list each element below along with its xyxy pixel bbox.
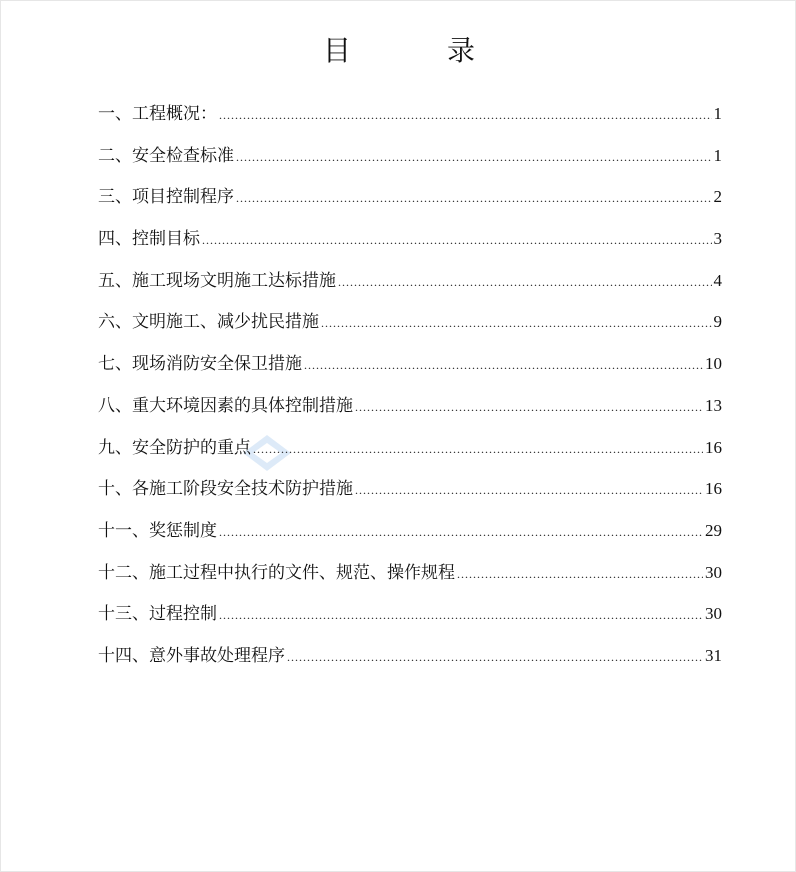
- toc-leader-dots: [355, 400, 703, 415]
- toc-entry-label: 九、安全防护的重点: [98, 437, 251, 458]
- toc-entry-label: 一、工程概况：: [98, 104, 217, 124]
- toc-leader-dots: [219, 608, 703, 623]
- toc-entry-page: 9: [713, 312, 722, 332]
- toc-leader-dots: [219, 525, 703, 540]
- toc-entry[interactable]: [98, 224, 722, 266]
- toc-leader-dots: [321, 316, 712, 331]
- toc-entry-label: 七、现场消防安全保卫措施: [98, 354, 302, 375]
- page-title: [1, 29, 796, 69]
- toc-entry[interactable]: [98, 558, 722, 600]
- toc-entry-page: 29: [705, 520, 722, 540]
- toc-entry[interactable]: [98, 433, 722, 475]
- toc-entry-page: 1: [713, 104, 722, 123]
- toc-leader-dots: [236, 191, 712, 206]
- toc-leader-dots: [253, 442, 703, 457]
- toc-leader-dots: [219, 108, 712, 123]
- toc-entry-label: 十二、施工过程中执行的文件、规范、操作规程: [98, 562, 455, 583]
- toc-leader-dots: [338, 275, 712, 290]
- toc-entry-page: 30: [705, 562, 722, 582]
- toc-entry-page: 2: [713, 187, 722, 207]
- toc-entry-label: 五、施工现场文明施工达标措施: [98, 270, 336, 291]
- toc-entry[interactable]: [98, 141, 722, 183]
- toc-entry-page: 3: [713, 229, 722, 249]
- toc-entry[interactable]: [98, 641, 722, 683]
- toc-leader-dots: [457, 567, 703, 582]
- toc-leader-dots: [202, 233, 712, 248]
- toc-entry[interactable]: [98, 266, 722, 308]
- table-of-contents: [98, 99, 722, 683]
- toc-entry-label: 十四、意外事故处理程序: [98, 645, 285, 666]
- toc-entry-page: 1: [713, 145, 722, 165]
- title-char-2: 录: [447, 34, 476, 67]
- toc-entry[interactable]: [98, 516, 722, 558]
- toc-entry[interactable]: [98, 349, 722, 391]
- toc-entry[interactable]: [98, 99, 722, 141]
- toc-leader-dots: [236, 150, 712, 165]
- toc-entry-label: 八、重大环境因素的具体控制措施: [98, 395, 353, 416]
- toc-entry-label: 十三、过程控制: [98, 604, 217, 625]
- toc-entry-label: 十、各施工阶段安全技术防护措施: [98, 479, 353, 500]
- toc-entry-page: 16: [705, 437, 722, 457]
- toc-entry-label: 二、安全检查标准: [98, 145, 234, 166]
- title-char-1: 目: [322, 34, 351, 67]
- toc-entry-page: 16: [705, 479, 722, 499]
- toc-entry-page: 30: [705, 604, 722, 624]
- toc-entry[interactable]: [98, 474, 722, 516]
- toc-entry[interactable]: [98, 599, 722, 641]
- toc-leader-dots: [287, 650, 703, 665]
- toc-entry-page: 4: [713, 270, 722, 290]
- toc-entry-page: 10: [705, 354, 722, 374]
- toc-entry-label: 四、控制目标: [98, 229, 200, 250]
- toc-entry-page: 13: [705, 395, 722, 415]
- toc-entry-label: 十一、奖惩制度: [98, 520, 217, 541]
- toc-leader-dots: [304, 358, 703, 373]
- toc-entry[interactable]: [98, 391, 722, 433]
- toc-entry-label: 六、文明施工、减少扰民措施: [98, 312, 319, 333]
- toc-entry-page: 31: [705, 645, 722, 665]
- toc-entry-label: 三、项目控制程序: [98, 187, 234, 208]
- toc-entry[interactable]: [98, 182, 722, 224]
- toc-leader-dots: [355, 483, 703, 498]
- toc-entry[interactable]: [98, 307, 722, 349]
